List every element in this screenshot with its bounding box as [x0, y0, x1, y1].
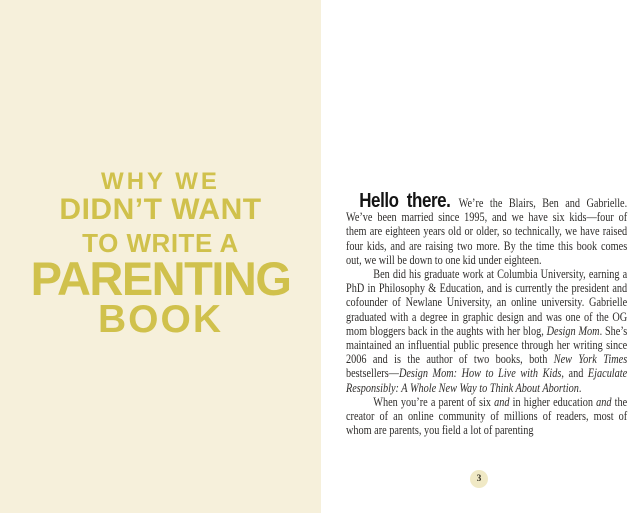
chapter-title-line: TO WRITE A	[82, 228, 239, 258]
paragraph	[346, 189, 628, 267]
text-segment: When you’re a parent of six	[373, 394, 495, 409]
text-segment: in higher education	[509, 394, 597, 409]
text-segment: bestsellers—	[346, 366, 399, 381]
paragraph	[346, 267, 627, 395]
page-number: 3	[476, 474, 482, 484]
text-segment: Design Mom: How to Live with Kids	[398, 366, 562, 381]
opening-phrase: Hello there.	[359, 189, 459, 212]
text-segment: .	[578, 380, 582, 395]
text-segment: the creator of an online community of millions of readers, most of whom are parents, you field a lot of parenting	[346, 394, 628, 438]
body-text	[346, 189, 628, 438]
text-segment: Ben did his graduate work at Columbia University, earning a PhD in Philosophy & Education, and is currently the president and cofounder of Newlane University, an online university. Gabrielle graduated with a degree in graphic design and was one of the OG mom bloggers back in the aughts with her blog,	[346, 267, 628, 338]
text-segment: Ejaculate Responsibly: A Whole New Way to Think About Abortion	[346, 366, 628, 395]
chapter-title-line: PARENTING	[30, 252, 291, 305]
paragraph	[346, 395, 627, 438]
text-segment: and	[494, 394, 510, 409]
text-segment: New York Times	[553, 352, 628, 367]
right-page	[321, 0, 640, 513]
text-segment: and	[596, 394, 612, 409]
text-segment: . She’s maintained an influential public presence through her writing since 2006 and is the author of two books, both	[346, 323, 628, 367]
text-segment: Design Mom	[546, 323, 600, 338]
text-segment: We’re the Blairs, Ben and Gabrielle. We’ve been married since 1995, and we have six kids—four of them are eighteen years old or older, so technically, we have raised four kids, and are raising two more. By the time this book comes out, we will be down to one kid under eighteen.	[346, 196, 628, 267]
chapter-title-line: BOOK	[98, 298, 223, 341]
page-number-badge	[470, 470, 488, 488]
chapter-title-line: WHY WE	[101, 168, 220, 195]
chapter-title	[0, 168, 321, 341]
text-segment: , and	[561, 366, 588, 381]
chapter-title-line: DIDN’T WANT	[59, 193, 262, 226]
